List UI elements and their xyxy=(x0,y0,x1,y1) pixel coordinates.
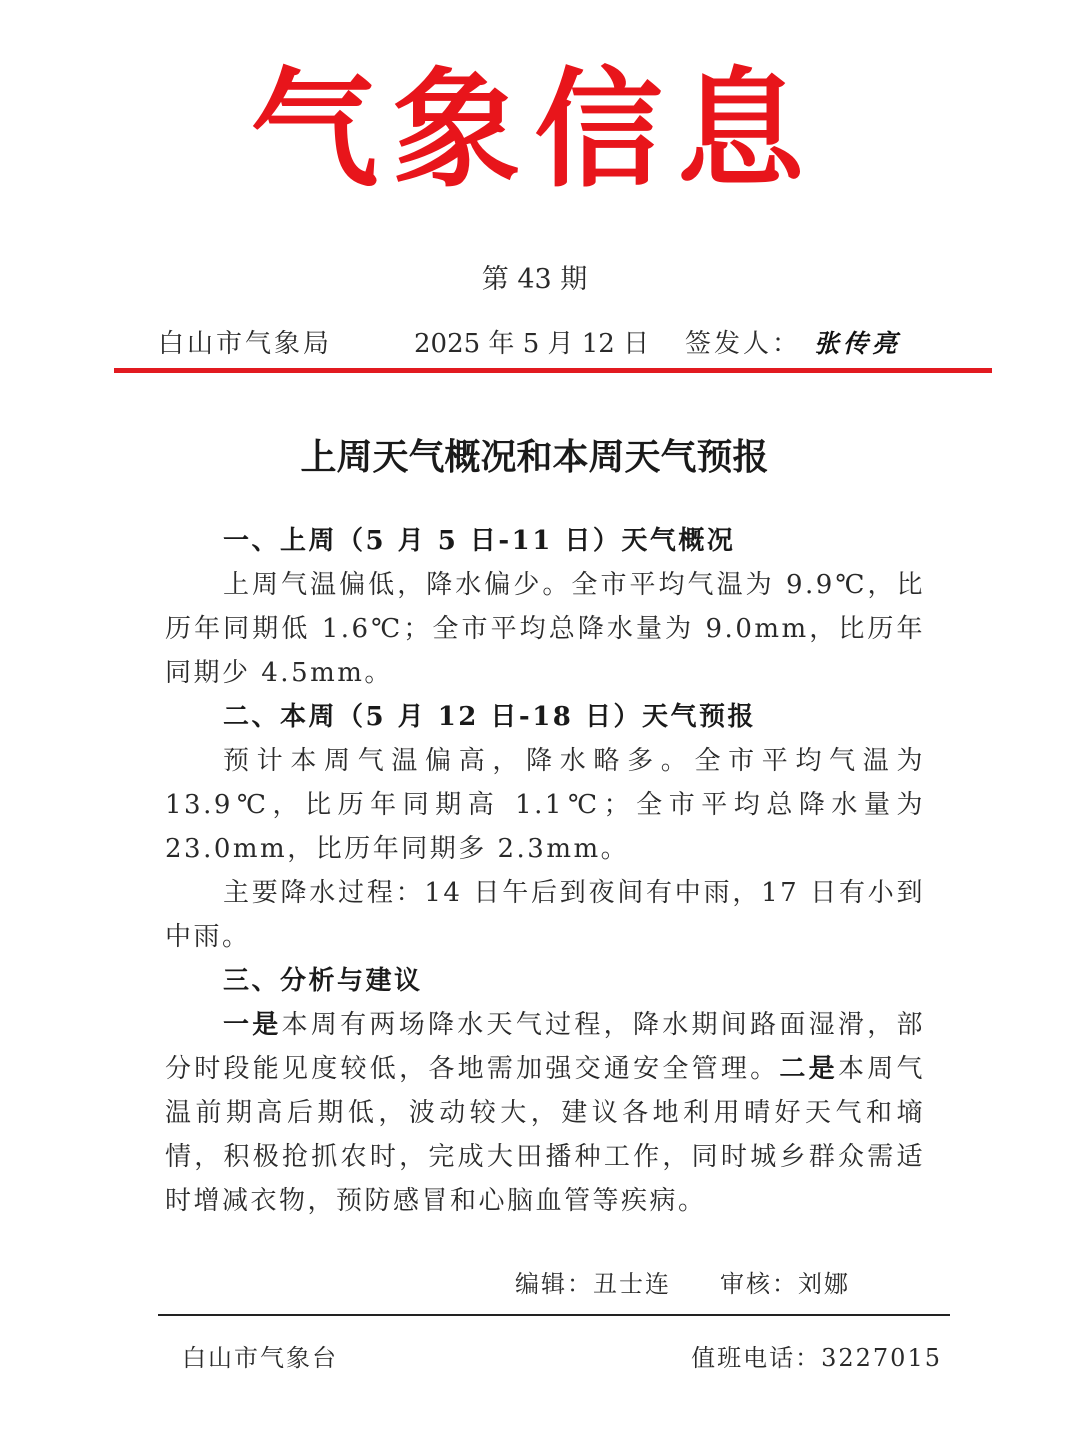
duty-phone: 值班电话：3227015 xyxy=(691,1344,942,1372)
issuer-label: 签发人： xyxy=(685,329,802,359)
advice-lead-1: 一是 xyxy=(223,1010,282,1040)
advice-text-2: 本周气温前期高后期低，波动较大，建议各地利用晴好天气和墒情，积极抢抓农时，完成大田播种工作，同时城乡群众需适时增减衣物，预防感冒和心脑血管等疾病。 xyxy=(165,1054,925,1216)
masthead-title: 气象信息 xyxy=(250,55,819,205)
advice-text-1: 本周有两场降水天气过程，降水期间路面湿滑，部分时段能见度较低，各地需加强交通安全管理。 xyxy=(165,1010,925,1084)
section-heading-2: 二、本周（5 月 12 日-18 日）天气预报 xyxy=(223,702,756,732)
footer xyxy=(182,1338,942,1378)
footer-organization: 白山市气象台 xyxy=(182,1344,338,1372)
section-heading-1: 一、上周（5 月 5 日-11 日）天气概况 xyxy=(223,526,736,556)
sign-row xyxy=(515,1264,935,1304)
red-divider xyxy=(114,368,992,373)
reviewer-credit: 审核：刘娜 xyxy=(720,1270,850,1298)
issuing-agency: 白山市气象局 xyxy=(158,329,333,359)
meta-row xyxy=(158,324,918,364)
section-heading-3: 三、分析与建议 xyxy=(223,966,423,996)
footer-divider xyxy=(158,1314,950,1316)
document-title: 上周天气概况和本周天气预报 xyxy=(300,436,769,478)
editor-credit: 编辑：丑士连 xyxy=(515,1270,671,1298)
section-2-paragraph-1: 预计本周气温偏高，降水略多。全市平均气温为 13.9℃，比历年同期高 1.1℃；全市平均总降水量为 23.0mm，比历年同期多 2.3mm。 xyxy=(165,746,925,864)
section-1-paragraph: 上周气温偏低，降水偏少。全市平均气温为 9.9℃，比历年同期低 1.6℃；全市平均总降水量为 9.0mm，比历年同期少 4.5mm。 xyxy=(165,570,925,688)
advice-lead-2: 二是 xyxy=(779,1054,838,1084)
issuer-signature: 张传亮 xyxy=(814,329,902,358)
section-3-paragraph xyxy=(165,1003,925,1223)
section-2-paragraph-2: 主要降水过程：14 日午后到夜间有中雨，17 日有小到中雨。 xyxy=(165,878,925,952)
issue-number: 第 43 期 xyxy=(481,264,588,295)
document-body xyxy=(165,519,925,1223)
issue-date: 2025 年 5 月 12 日 xyxy=(414,329,650,359)
